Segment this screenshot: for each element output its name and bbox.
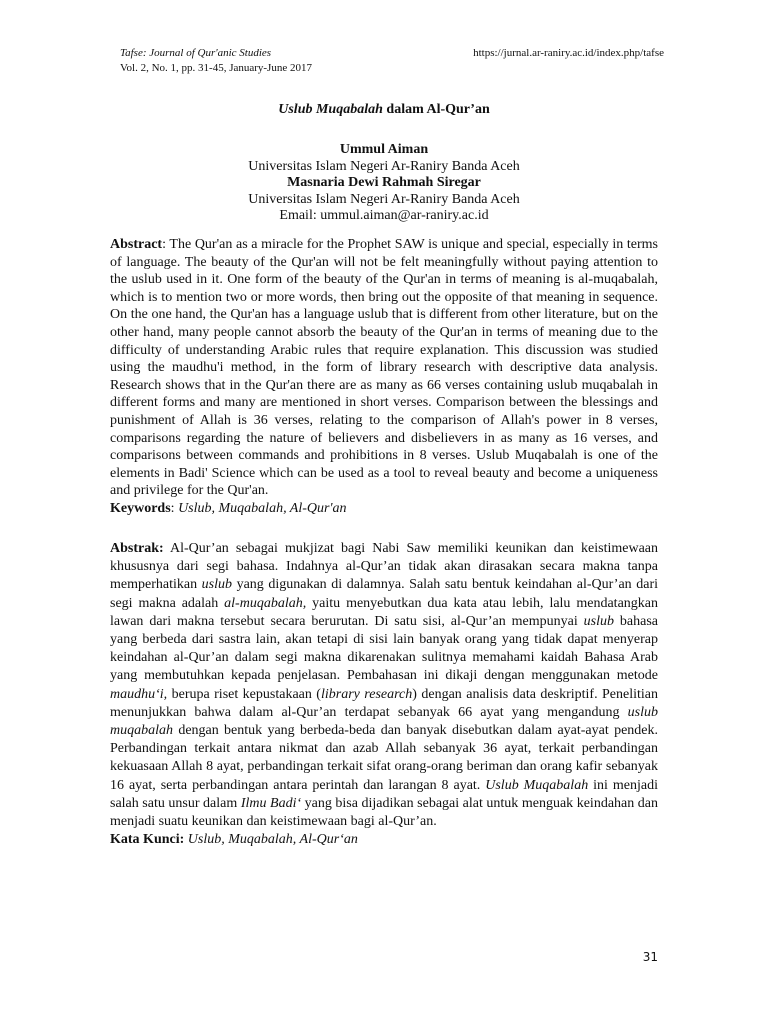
abstrak-body [110,540,658,831]
abstrak-text-3: yaitu menyebutkan dua kata atau lebih, lalu mendatangkan lawan dari makna tersebut secara berurutan. Di satu sisi, al-Qur’an mempunyai [110,595,658,629]
author-2-name: Masnaria Dewi Rahmah Siregar [287,175,481,190]
journal-name: Tafse: Journal of Qur'anic Studies [120,47,272,59]
keywords-label: Keywords [110,500,171,516]
title-italic: Uslub Muqabalah [278,102,383,117]
abstract-text: : The Qur'an as a miracle for the Prophet SAW is unique and special, especially in terms of language. The beauty of the Qur'an will not be felt meaningfully without paying attention to the uslub used in it. One form of the beauty of the Qur'an in terms of meaning is al-muqabalah, which is to mention two or more words, then bring out the opposite of that meaning in sequence. On the one hand, the Qur'an has a language uslub that is different from other literature, but on the other hand, many people cannot absorb the beauty of the Qur'an in terms of meaning due to the difficulty of understanding Arabic rules that require explanation. This discussion was studied using the maudhu'i method, in the form of library research with descriptive data analysis. Research shows that in the Qur'an there are as many as 66 verses containing uslub muqabalah in different forms and many are mentioned in short verses. Comparison between the blessings and punishment of Allah is 36 verses, relating to the comparison of Allah's power in 8 verses, comparisons regarding the nature of believers and disbelievers in as many as 16 verses, and comparisons between commands and prohibitions in 8 verses. Uslub Muqabalah is one of the elements in Badi' Science which can be used as a tool to reveal beauty and become a uniqueness and privilege for the Qur'an. [110,237,658,499]
author-2-affiliation: Universitas Islam Negeri Ar-Raniry Banda Aceh [248,191,520,207]
paper-title [110,102,658,118]
abstract-english [110,236,658,518]
author-block [110,142,658,225]
abstrak-text-1: Al-Qur’an sebagai mukjizat bagi Nabi Saw memiliki keunikan dan keistimewaan khususnya dari segi bahasa. Indahnya al-Qur’an tidak akan dirasakan secara makna tanpa memperhatikan [110,541,658,593]
abstract-indonesian [110,540,658,849]
abstrak-text-4: bahasa yang berbeda dari sastra lain, akan tetapi di sisi lain banyak orang yang tidak dapat menyerap keindahan al-Qur’an dalam segi makna dikarenakan sulitnya memahami kaidah Bahasa Arab yang membutuhkan kepada penjelasan. Pembahasan ini dikaji dengan menggunakan metode [110,613,658,684]
abstrak-label: Abstrak: [110,541,164,556]
page-number: 31 [642,950,658,964]
abstrak-text-7: dengan bentuk yang berbeda-beda dan banyak disebutkan dalam ayat-ayat pendek. Perbandingan terkait antara nikmat dan azab Allah sebanyak 36 ayat, terkait perbandingan kekuasaan Allah 8 ayat, perbandingan terkait sifat orang-orang beriman dan orang kafir sebanyak 16 ayat, serta perbandingan antara perintah dan larangan 8 ayat. [110,723,658,793]
abstrak-text-2: yang digunakan di dalamnya. Salah satu bentuk keindahan al-Qur’an dari segi makna adalah [110,577,658,611]
abstrak-italic-5: library research [320,686,413,702]
abstrak-italic-1: uslub [201,577,232,593]
abstrak-text-5: berupa riset kepustakaan ( [167,686,321,702]
kata-kunci-values: Uslub, Muqabalah, Al-Qur‘an [184,832,358,848]
abstract-label: Abstract [110,237,163,252]
journal-url[interactable]: https://jurnal.ar-raniry.ac.id/index.php/tafse [473,47,664,59]
keywords-separator: : [170,500,179,516]
abstrak-italic-8: Ilmu Badi‘ [240,795,302,811]
abstrak-italic-7: Uslub Muqabalah [485,777,589,793]
journal-volume: Vol. 2, No. 1, pp. 31-45, January-June 2017 [120,62,312,74]
kata-kunci-line [110,831,658,849]
abstrak-italic-4: maudhu‘i, [110,686,168,702]
abstrak-text-9: yang bisa dijadikan sebagai alat untuk menguak keindahan dan menjadi suatu keunikan dan keistimewaan bagi al-Qur’an. [110,795,658,830]
abstrak-text-8: ini menjadi salah satu unsur dalam [110,777,658,811]
keywords-line [110,500,658,518]
abstrak-text-6: ) dengan analisis data deskriptif. Penelitian menunjukkan bahwa dalam al-Qur’an terdapat sebanyak 66 ayat yang mengandung [110,686,658,720]
journal-header [120,46,312,76]
keywords-values: Uslub, Muqabalah, Al-Qur'an [178,500,347,516]
abstract-english-body [110,236,658,500]
title-rest: dalam Al-Qur’an [382,102,490,117]
abstrak-italic-6: uslub muqabalah [110,704,658,739]
author-1-name: Ummul Aiman [339,142,429,157]
kata-kunci-label: Kata Kunci: [110,832,185,848]
abstrak-italic-3: uslub [583,613,614,629]
author-email: Email: ummul.aiman@ar-raniry.ac.id [279,208,489,223]
author-1-affiliation: Universitas Islam Negeri Ar-Raniry Banda Aceh [248,158,520,174]
abstrak-italic-2: al-muqabalah, [224,595,307,611]
